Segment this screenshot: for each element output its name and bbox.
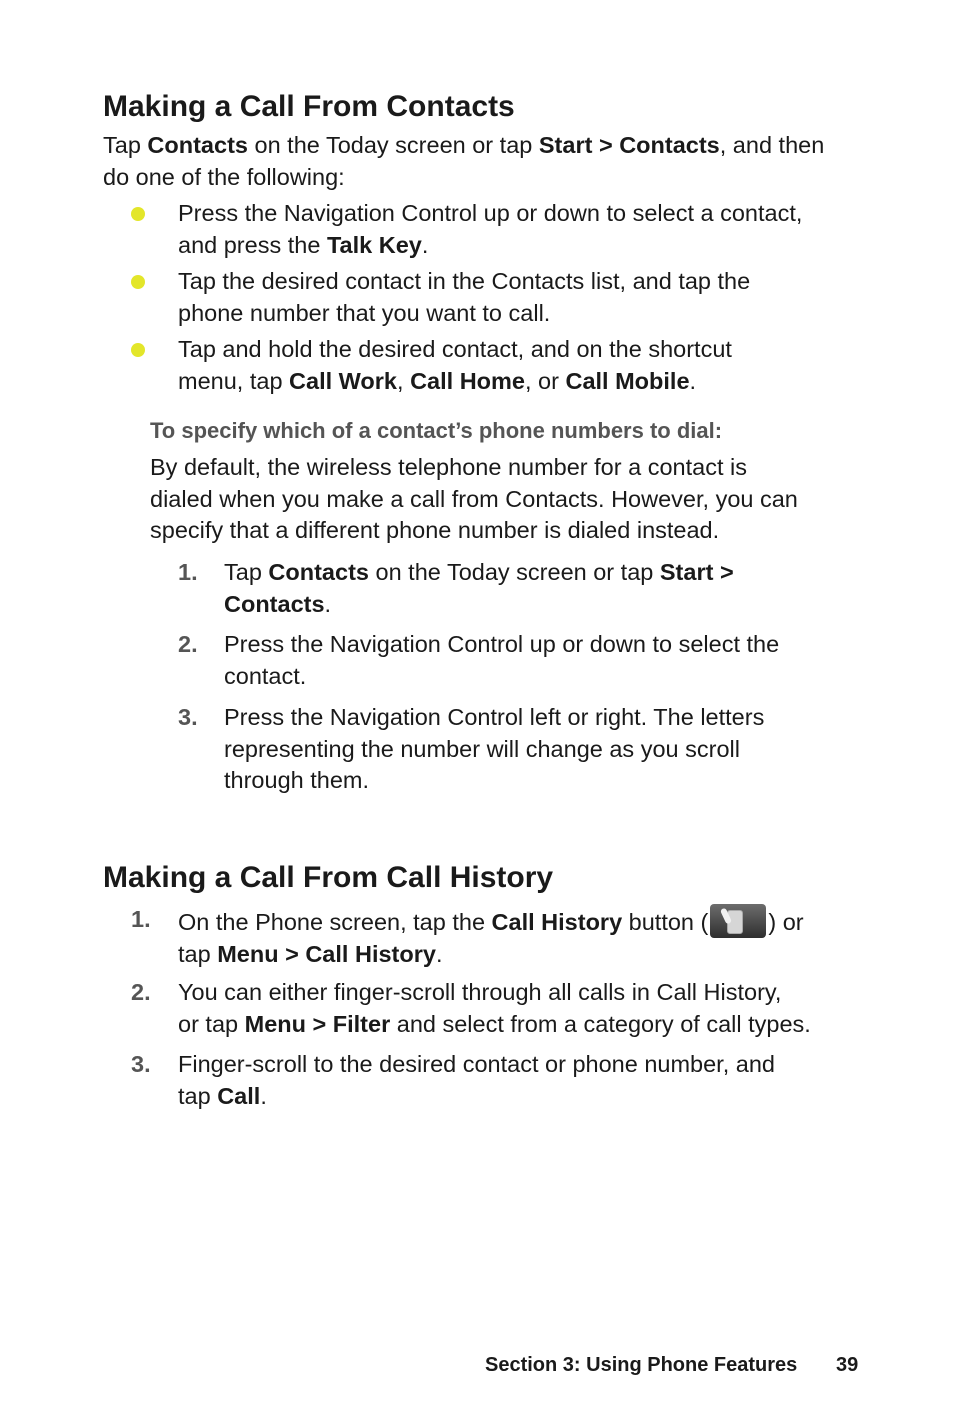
call-history-icon — [710, 904, 766, 938]
step-number: 1. — [131, 906, 151, 932]
bullet-icon — [131, 207, 145, 221]
bullet-icon — [131, 343, 145, 357]
step-number: 3. — [178, 704, 198, 730]
step-item: 2. Press the Navigation Control up or down to select the contact. — [178, 631, 780, 689]
section-heading-contacts: Making a Call From Contacts — [103, 90, 515, 123]
step-item: 1. On the Phone screen, tap the Call History button ( ) or tap Menu > Call History. — [131, 906, 804, 967]
bullet-icon — [131, 275, 145, 289]
step-number: 3. — [131, 1051, 151, 1077]
step-item: 3. Finger-scroll to the desired contact or phone number, and tap Call. — [131, 1051, 775, 1109]
body-paragraph: By default, the wireless telephone number for a contact is dialed when you make a call from Contacts. However, you can specify that a different phone number is dialed instead. — [150, 454, 798, 543]
procedure-heading: To specify which of a contact’s phone numbers to dial: — [150, 418, 723, 443]
intro-paragraph: Tap Contacts on the Today screen or tap Start > Contacts, and then do one of the following: — [103, 132, 825, 190]
step-item: 2. You can either finger-scroll through all calls in Call History, or tap Menu > Filter and select from a category of call types. — [131, 979, 811, 1037]
step-item: 1. Tap Contacts on the Today screen or tap Start > Contacts. — [178, 559, 734, 617]
list-item: Press the Navigation Control up or down to select a contact, and press the Talk Key. — [103, 198, 883, 261]
step-item: 3. Press the Navigation Control left or right. The letters representing the number will change as you scroll through them. — [178, 704, 765, 793]
list-item: Tap and hold the desired contact, and on the shortcut menu, tap Call Work, Call Home, or Call Mobile. — [103, 334, 883, 397]
footer-section-label: Section 3: Using Phone Features — [485, 1354, 798, 1376]
list-item: Tap the desired contact in the Contacts list, and tap the phone number that you want to call. — [103, 266, 883, 329]
step-number: 2. — [178, 631, 198, 657]
step-number: 1. — [178, 559, 198, 585]
section-heading-call-history: Making a Call From Call History — [103, 861, 554, 894]
page-number: 39 — [836, 1354, 859, 1376]
step-number: 2. — [131, 979, 151, 1005]
